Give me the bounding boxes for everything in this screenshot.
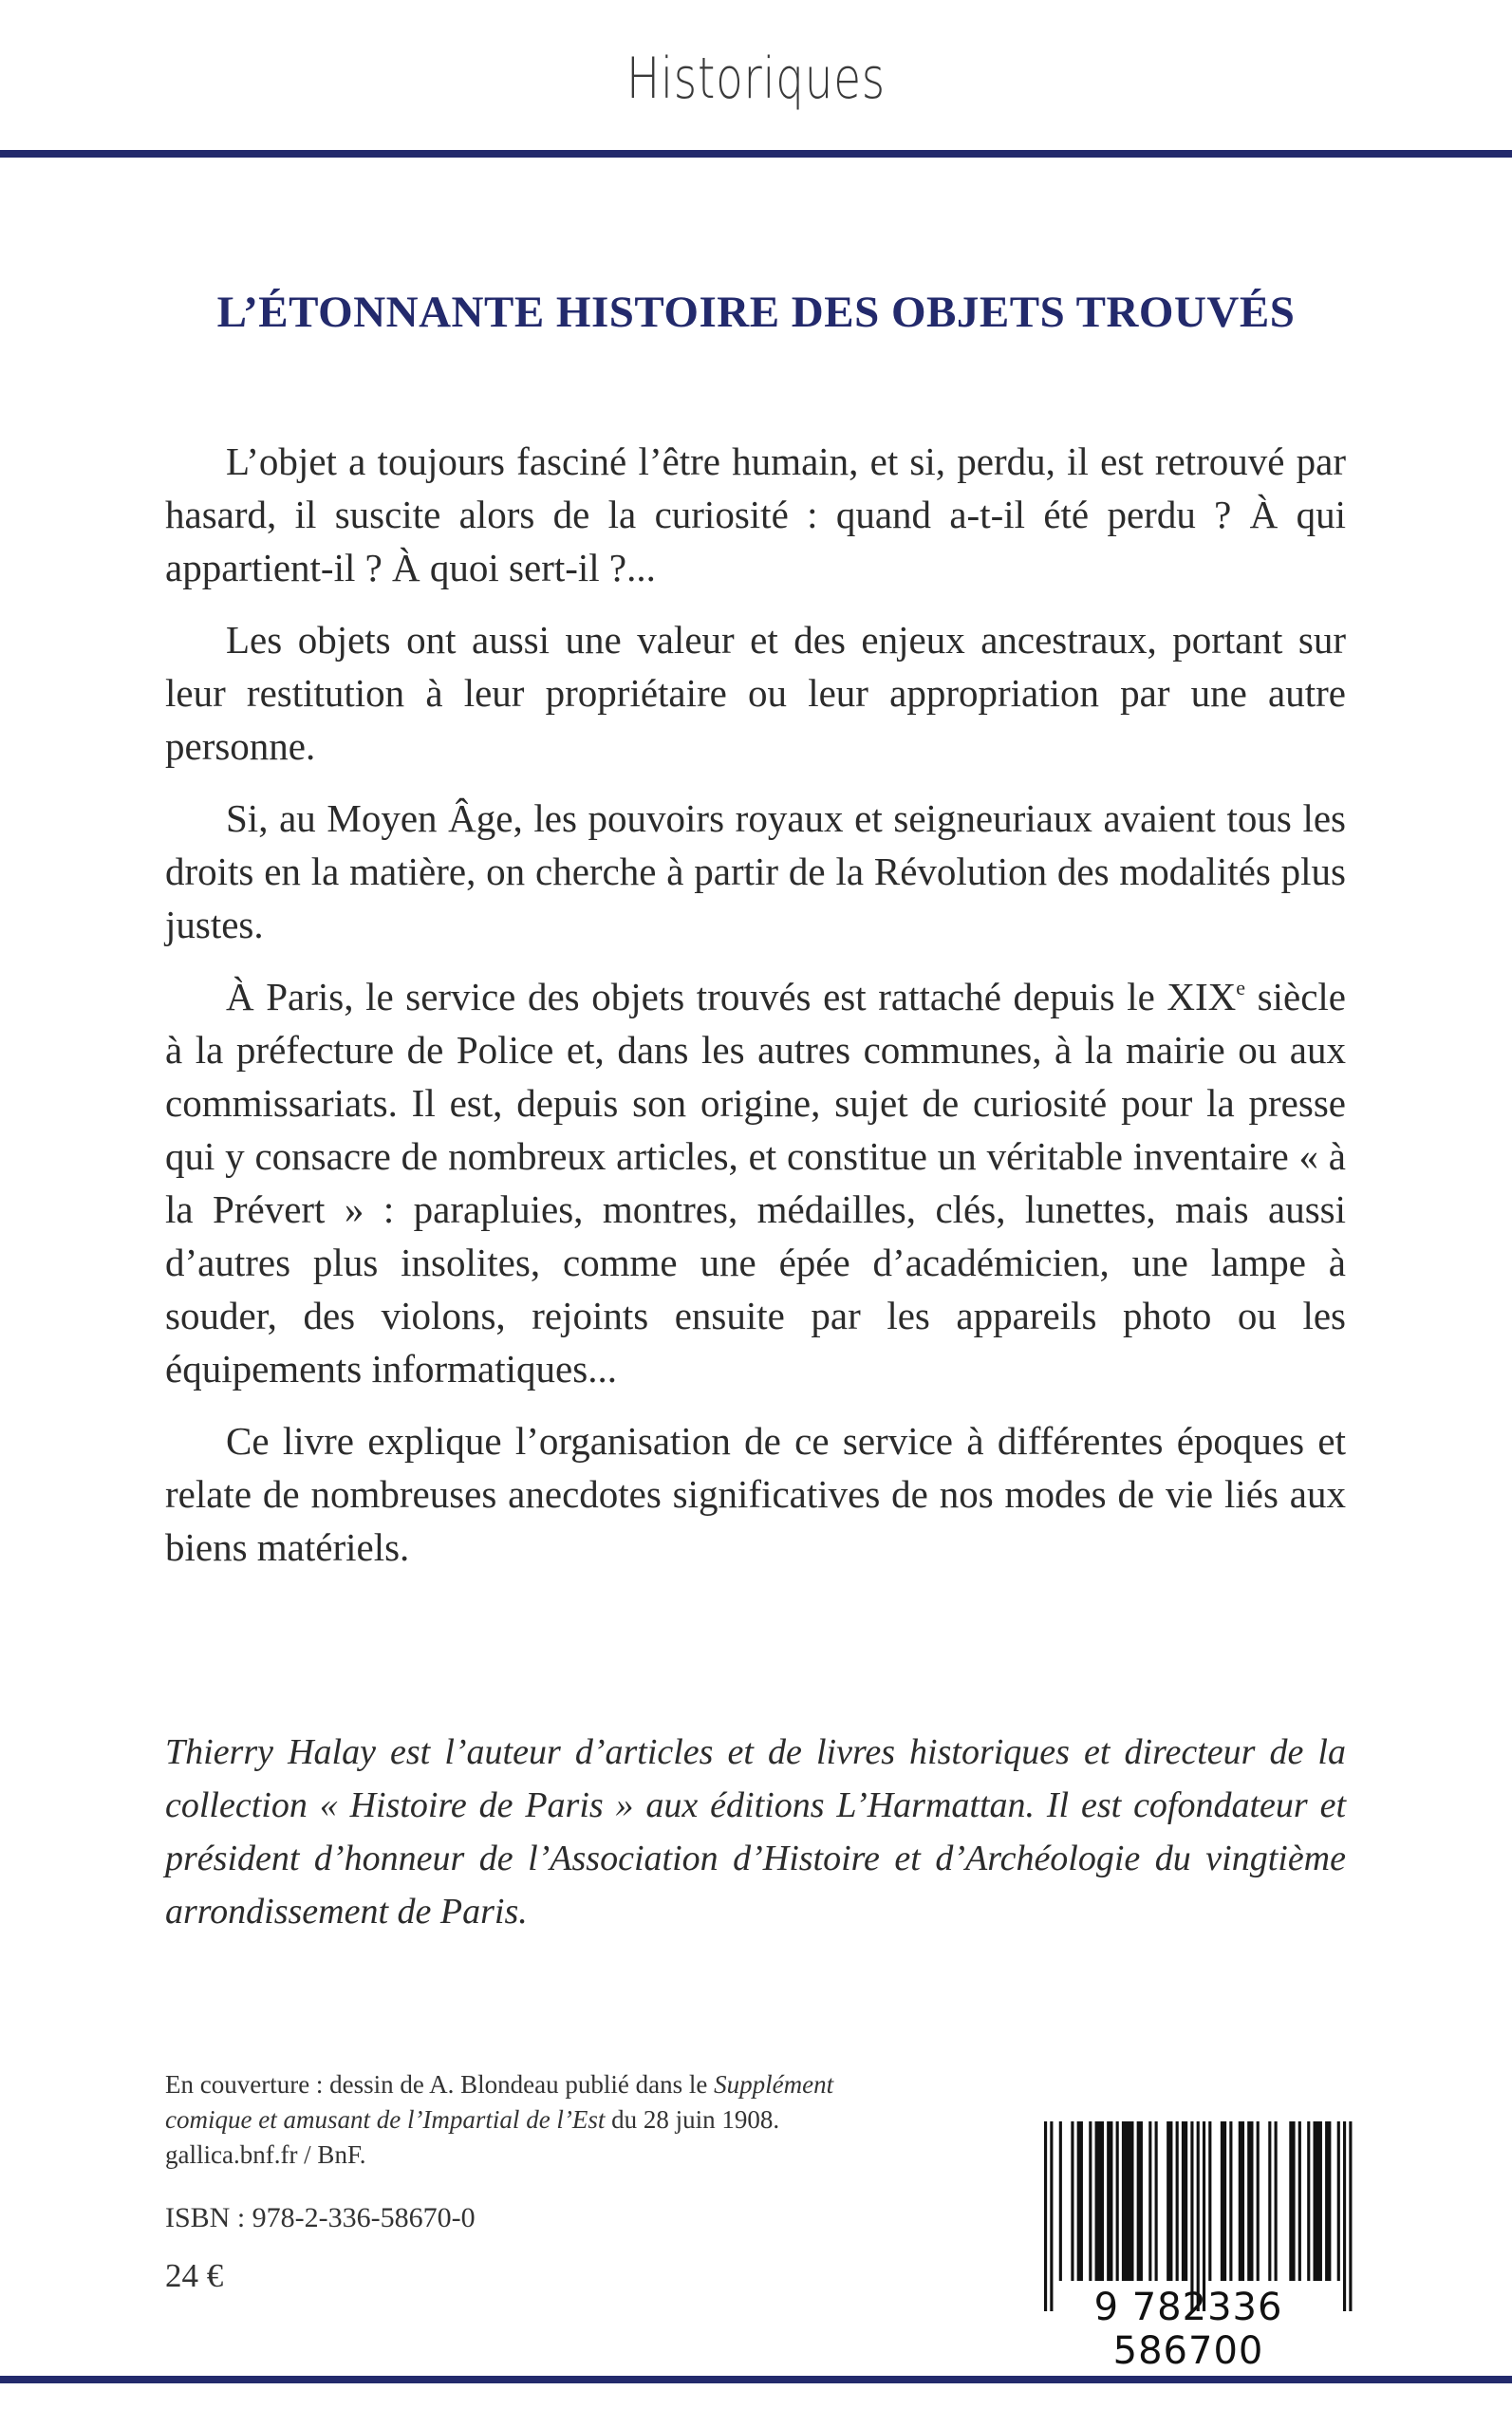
barcode-bar bbox=[1307, 2121, 1310, 2281]
barcode-bar bbox=[1050, 2121, 1053, 2311]
credit-date: du 28 juin 1908. bbox=[605, 2105, 780, 2134]
barcode-bar bbox=[1155, 2121, 1158, 2281]
bottom-rule bbox=[0, 2376, 1512, 2383]
credit-text: En couverture : dessin de A. Blondeau publié dans le bbox=[165, 2070, 715, 2099]
barcode-digits: 9 782336 586700 bbox=[1093, 2286, 1283, 2373]
cover-credit bbox=[165, 2067, 887, 2173]
barcode-bar bbox=[1137, 2121, 1143, 2281]
barcode-bar bbox=[1148, 2121, 1151, 2281]
barcode-bar bbox=[1208, 2121, 1211, 2281]
barcode-bar bbox=[1298, 2121, 1301, 2281]
barcode-bar bbox=[1197, 2121, 1200, 2311]
barcode-bar bbox=[1349, 2121, 1352, 2311]
barcode-bar bbox=[1095, 2121, 1104, 2281]
barcode-bar bbox=[1337, 2121, 1340, 2281]
series-name: Historiques bbox=[626, 46, 886, 112]
barcode-bar bbox=[1314, 2121, 1322, 2281]
barcode-bar bbox=[1229, 2121, 1232, 2281]
barcode-bar bbox=[1182, 2121, 1187, 2281]
barcode-bar bbox=[1239, 2121, 1244, 2281]
book-title: L’ÉTONNANTE HISTOIRE DES OBJETS TROUVÉS bbox=[216, 288, 1296, 337]
blurb-paragraph: Ce livre explique l’organisation de ce service à différentes époques et relate de nombreuses anecdotes significatives de nos modes de vie liés aux biens matériels. bbox=[165, 1419, 1346, 1569]
barcode-bars bbox=[1044, 2121, 1352, 2311]
barcode-bar bbox=[1044, 2121, 1047, 2311]
barcode-bar bbox=[1071, 2121, 1073, 2281]
blurb-paragraph: Si, au Moyen Âge, les pouvoirs royaux et seigneuriaux avaient tous les droits en la matière, on cherche à partir de la Révolution des modalités plus justes. bbox=[165, 796, 1346, 946]
barcode-bar bbox=[1275, 2121, 1278, 2281]
barcode-bar bbox=[1221, 2121, 1226, 2281]
barcode-bar bbox=[1059, 2121, 1062, 2281]
barcode-bar bbox=[1089, 2121, 1092, 2281]
author-bio-text: est l’auteur d’articles et de livres historiques et directeur de la collection « Histoire de Paris » aux éditions L’Harmattan. Il est cofondateur et président d’honneur de l’Association d’Histoire et d’Archéologie du vingtième arrondissement de Paris. bbox=[165, 1732, 1346, 1932]
back-cover-blurb bbox=[165, 435, 1346, 1593]
barcode-bar bbox=[1122, 2121, 1134, 2281]
barcode-bar bbox=[1176, 2121, 1179, 2281]
blurb-text: À Paris, le service des objets trouvés est rattaché depuis le XIX bbox=[226, 975, 1237, 1018]
barcode-bar bbox=[1203, 2121, 1205, 2311]
blurb-paragraph bbox=[165, 970, 1346, 1395]
blurb-paragraph: L’objet a toujours fasciné l’être humain, et si, perdu, il est retrouvé par hasard, il suscite alors de la curiosité : quand a-t-il été perdu ? À qui appartient-il ? À quoi sert-il ?... bbox=[165, 439, 1346, 589]
blurb-text: siècle à la préfecture de Police et, dans les autres communes, à la mairie ou aux commissariats. Il est, depuis son origine, sujet de curiosité pour la presse qui y consacre de nombreux articles, et constitue un véritable inventaire « à la Prévert » : parapluies, montres, médailles, clés, lunettes, mais aussi d’autres plus insolites, comme une épée d’académicien, une lampe à souder, des violons, rejoints ensuite par les appareils photo ou les équipements informatiques... bbox=[165, 975, 1346, 1391]
isbn: ISBN : 978-2-336-58670-0 bbox=[165, 2202, 476, 2233]
credit-publication: Supplément comique et amusant de l’Impartial de l’Est bbox=[165, 2070, 834, 2134]
barcode-bar bbox=[1343, 2121, 1346, 2311]
price: 24 € bbox=[165, 2257, 224, 2294]
author-name: Thierry Halay bbox=[165, 1732, 376, 1772]
barcode-bar bbox=[1077, 2121, 1083, 2281]
top-rule bbox=[0, 150, 1512, 158]
barcode-bar bbox=[1247, 2121, 1253, 2281]
blurb-paragraph: Les objets ont aussi une valeur et des enjeux ancestraux, portant sur leur restitution à leur propriétaire ou leur appropriation par une autre personne. bbox=[165, 618, 1346, 768]
barcode-bar bbox=[1257, 2121, 1260, 2281]
barcode-bar bbox=[1116, 2121, 1119, 2281]
barcode-bar bbox=[1289, 2121, 1295, 2281]
author-bio bbox=[165, 1726, 1346, 1938]
barcode-bar bbox=[1325, 2121, 1331, 2281]
century-superscript: e bbox=[1236, 976, 1246, 999]
barcode-bar bbox=[1167, 2121, 1172, 2281]
barcode-bar bbox=[1190, 2121, 1193, 2311]
credit-source: gallica.bnf.fr / BnF. bbox=[165, 2140, 366, 2169]
barcode-bar bbox=[1268, 2121, 1271, 2281]
barcode-bar bbox=[1107, 2121, 1112, 2281]
